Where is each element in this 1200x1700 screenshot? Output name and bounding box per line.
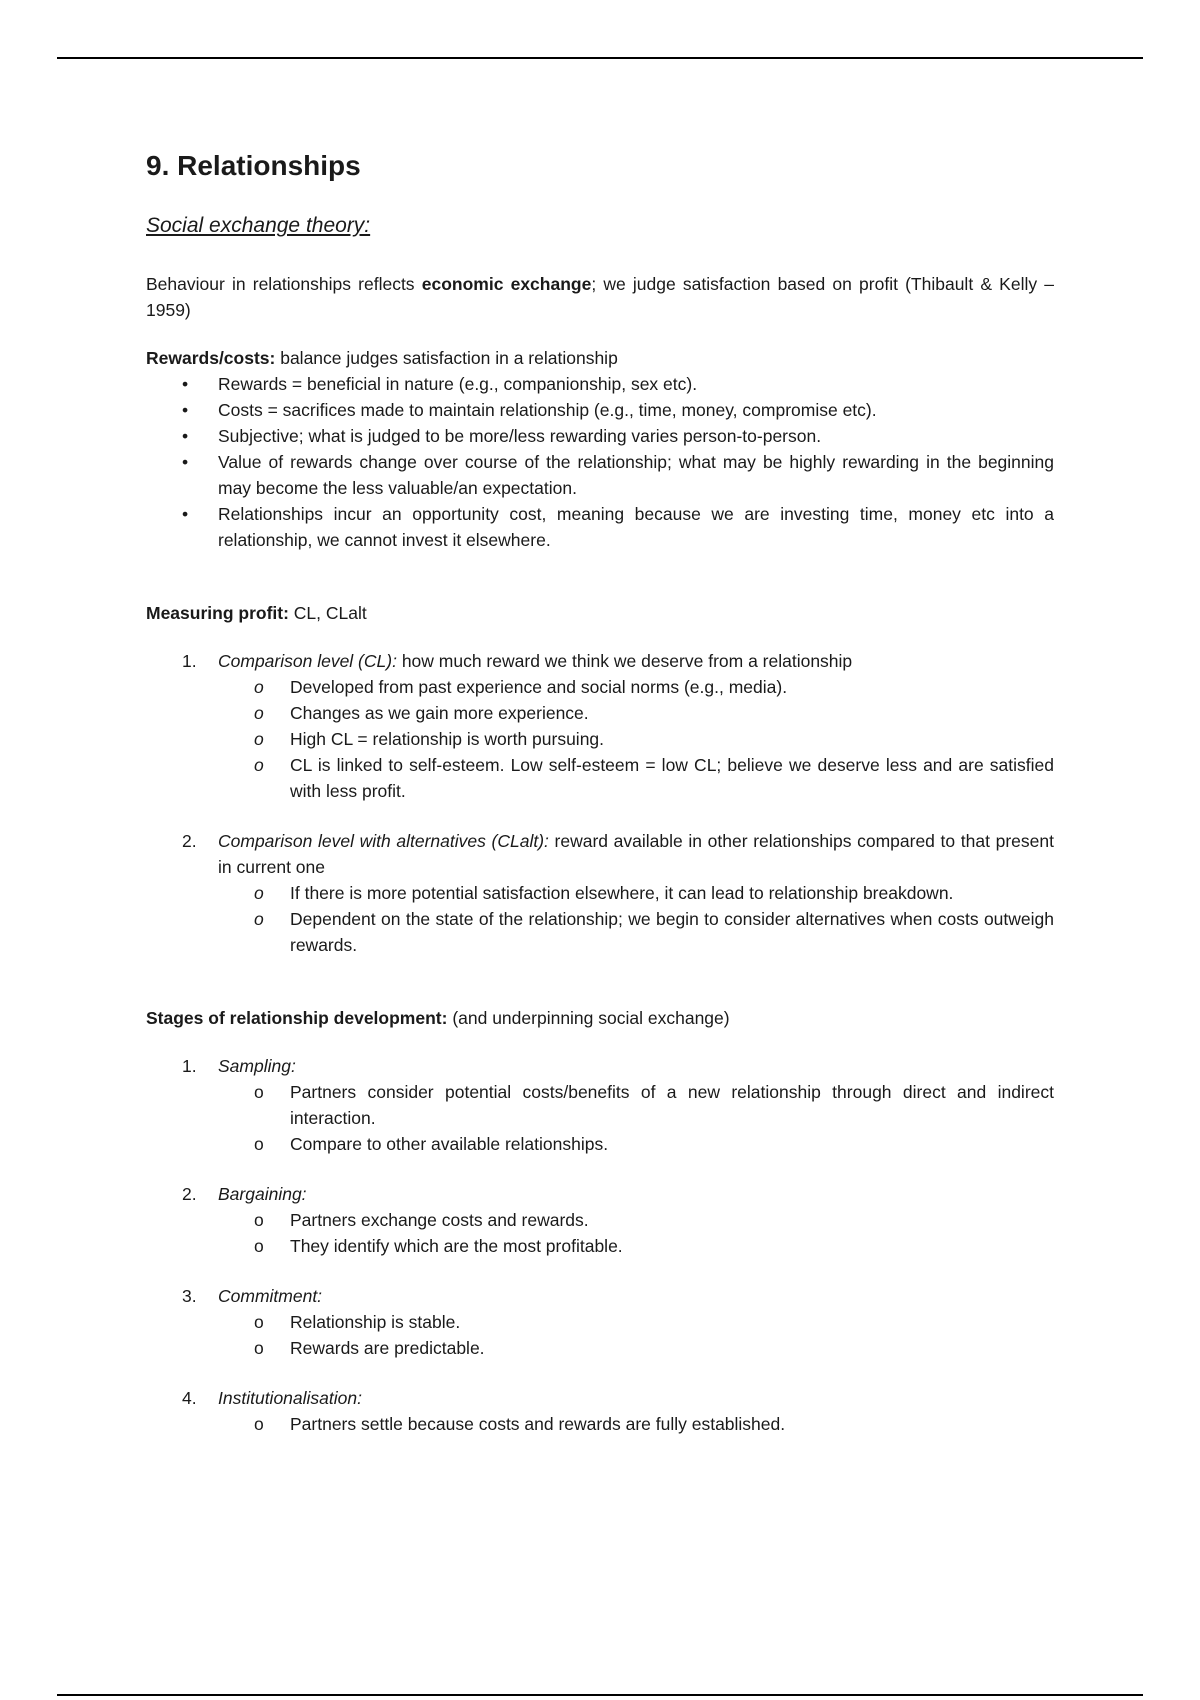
sub-list-item [218, 726, 1054, 752]
list-item [146, 1181, 1054, 1259]
list-item-term: Commitment: [218, 1286, 323, 1306]
list-item [146, 1385, 1054, 1437]
sub-bullet-marker: o [254, 1338, 264, 1358]
sub-list-item-text: Partners consider potential costs/benefits of a new relationship through direct and indirect interaction. [290, 1082, 1054, 1128]
page-title: 9. Relationships [146, 150, 361, 181]
bullet-marker: • [182, 400, 189, 420]
sub-bullet-marker: o [254, 1414, 264, 1434]
rewards-costs-heading [146, 345, 1054, 371]
sub-list-item [218, 1309, 1054, 1335]
intro-text-end: ; we judge satisfaction based on profit (Thibault & Kelly – 1959) [146, 274, 1055, 320]
list-item [146, 1053, 1054, 1157]
list-number: 3. [182, 1286, 197, 1306]
rewards-costs-description: balance judges satisfaction in a relationship [275, 348, 618, 368]
list-item-text: reward available in other relationships compared to that present in current one [218, 831, 1054, 877]
sub-list-item-text: Changes as we gain more experience. [290, 703, 589, 723]
measuring-profit-description: CL, CLalt [288, 603, 367, 623]
stages-label: Stages of relationship development: [146, 1008, 448, 1028]
list-number: 1. [182, 1056, 197, 1076]
list-item-term: Bargaining: [218, 1184, 307, 1204]
list-item-text: how much reward we think we deserve from a relationship [396, 651, 853, 671]
measuring-profit-heading [146, 600, 1054, 626]
sub-list-item-text: High CL = relationship is worth pursuing. [290, 729, 605, 749]
document-body [146, 146, 1054, 1437]
list-item [146, 397, 1054, 423]
stages-heading [146, 1005, 1054, 1031]
bullet-marker: • [182, 374, 189, 394]
list-item-term: Comparison level (CL): [218, 651, 397, 671]
list-item-text: Value of rewards change over course of the relationship; what may be highly rewarding in the beginning may become the less valuable/an expectation. [218, 452, 1054, 498]
sub-list-item-text: Compare to other available relationships. [290, 1134, 609, 1154]
sub-list-item-text: Developed from past experience and social norms (e.g., media). [290, 677, 788, 697]
list-number: 2. [182, 1184, 197, 1204]
sub-list-item [218, 1079, 1054, 1131]
list-item-term: Sampling: [218, 1056, 296, 1076]
list-number: 4. [182, 1388, 197, 1408]
sub-list-item [218, 1411, 1054, 1437]
sub-list-item [218, 1335, 1054, 1361]
list-item-text: Rewards = beneficial in nature (e.g., companionship, sex etc). [218, 374, 698, 394]
sub-bullet-marker: o [254, 909, 264, 929]
sub-list-item-text: Partners exchange costs and rewards. [290, 1210, 589, 1230]
sub-list-item [218, 1233, 1054, 1259]
sub-bullet-marker: o [254, 1312, 264, 1332]
sub-bullet-marker: o [254, 1210, 264, 1230]
sub-list-item-text: They identify which are the most profitable. [290, 1236, 623, 1256]
sub-list-item-text: Relationship is stable. [290, 1312, 461, 1332]
sub-list-item [218, 1207, 1054, 1233]
sub-bullet-marker: o [254, 677, 264, 697]
sub-list [218, 1309, 1054, 1361]
list-item [146, 449, 1054, 501]
list-item-term: Comparison level with alternatives (CLalt): [218, 831, 549, 851]
sub-list-item-text: If there is more potential satisfaction elsewhere, it can lead to relationship breakdown. [290, 883, 954, 903]
sub-bullet-marker: o [254, 883, 264, 903]
list-item-text: Relationships incur an opportunity cost, meaning because we are investing time, money etc into a relationship, we cannot invest it elsewhere. [218, 504, 1054, 550]
list-number: 1. [182, 651, 197, 671]
sub-list-item [218, 1131, 1054, 1157]
sub-list [218, 1207, 1054, 1259]
bullet-marker: • [182, 426, 189, 446]
sub-bullet-marker: o [254, 755, 264, 775]
list-number: 2. [182, 831, 197, 851]
list-item-text: Costs = sacrifices made to maintain relationship (e.g., time, money, compromise etc). [218, 400, 877, 420]
list-item [146, 423, 1054, 449]
bullet-marker: • [182, 504, 189, 524]
sub-list-item-text: Partners settle because costs and rewards are fully established. [290, 1414, 786, 1434]
stages-list [146, 1053, 1054, 1437]
measuring-profit-label: Measuring profit: [146, 603, 289, 623]
sub-bullet-marker: o [254, 729, 264, 749]
sub-list [218, 1079, 1054, 1157]
sub-list-item-text: Rewards are predictable. [290, 1338, 485, 1358]
measuring-profit-list [146, 648, 1054, 958]
sub-bullet-marker: o [254, 1082, 264, 1102]
list-item [146, 828, 1054, 958]
intro-text-start: Behaviour in relationships reflects [146, 274, 422, 294]
rewards-costs-list [146, 371, 1054, 553]
sub-list [218, 1411, 1054, 1437]
sub-bullet-marker: o [254, 703, 264, 723]
bullet-marker: • [182, 452, 189, 472]
list-item-term: Institutionalisation: [218, 1388, 362, 1408]
footer-rule [57, 1694, 1143, 1696]
list-item [146, 648, 1054, 804]
intro-paragraph [146, 271, 1054, 323]
stages-description: (and underpinning social exchange) [447, 1008, 730, 1028]
list-item [146, 501, 1054, 553]
sub-bullet-marker: o [254, 1236, 264, 1256]
sub-list-item-text: Dependent on the state of the relationship; we begin to consider alternatives when costs outweigh rewards. [290, 909, 1054, 955]
sub-list-item [218, 880, 1054, 906]
list-item-text: Subjective; what is judged to be more/less rewarding varies person-to-person. [218, 426, 822, 446]
rewards-costs-label: Rewards/costs: [146, 348, 276, 368]
sub-list-item-text: CL is linked to self-esteem. Low self-esteem = low CL; believe we deserve less and are satisfied with less profit. [290, 755, 1054, 801]
list-item [146, 371, 1054, 397]
section-title-social-exchange: Social exchange theory: [146, 214, 371, 237]
list-item [146, 1283, 1054, 1361]
sub-list [218, 674, 1054, 804]
sub-list-item [218, 906, 1054, 958]
sub-bullet-marker: o [254, 1134, 264, 1154]
sub-list-item [218, 752, 1054, 804]
intro-bold-term: economic exchange [421, 274, 592, 294]
header-rule [57, 57, 1143, 59]
sub-list [218, 880, 1054, 958]
sub-list-item [218, 700, 1054, 726]
sub-list-item [218, 674, 1054, 700]
